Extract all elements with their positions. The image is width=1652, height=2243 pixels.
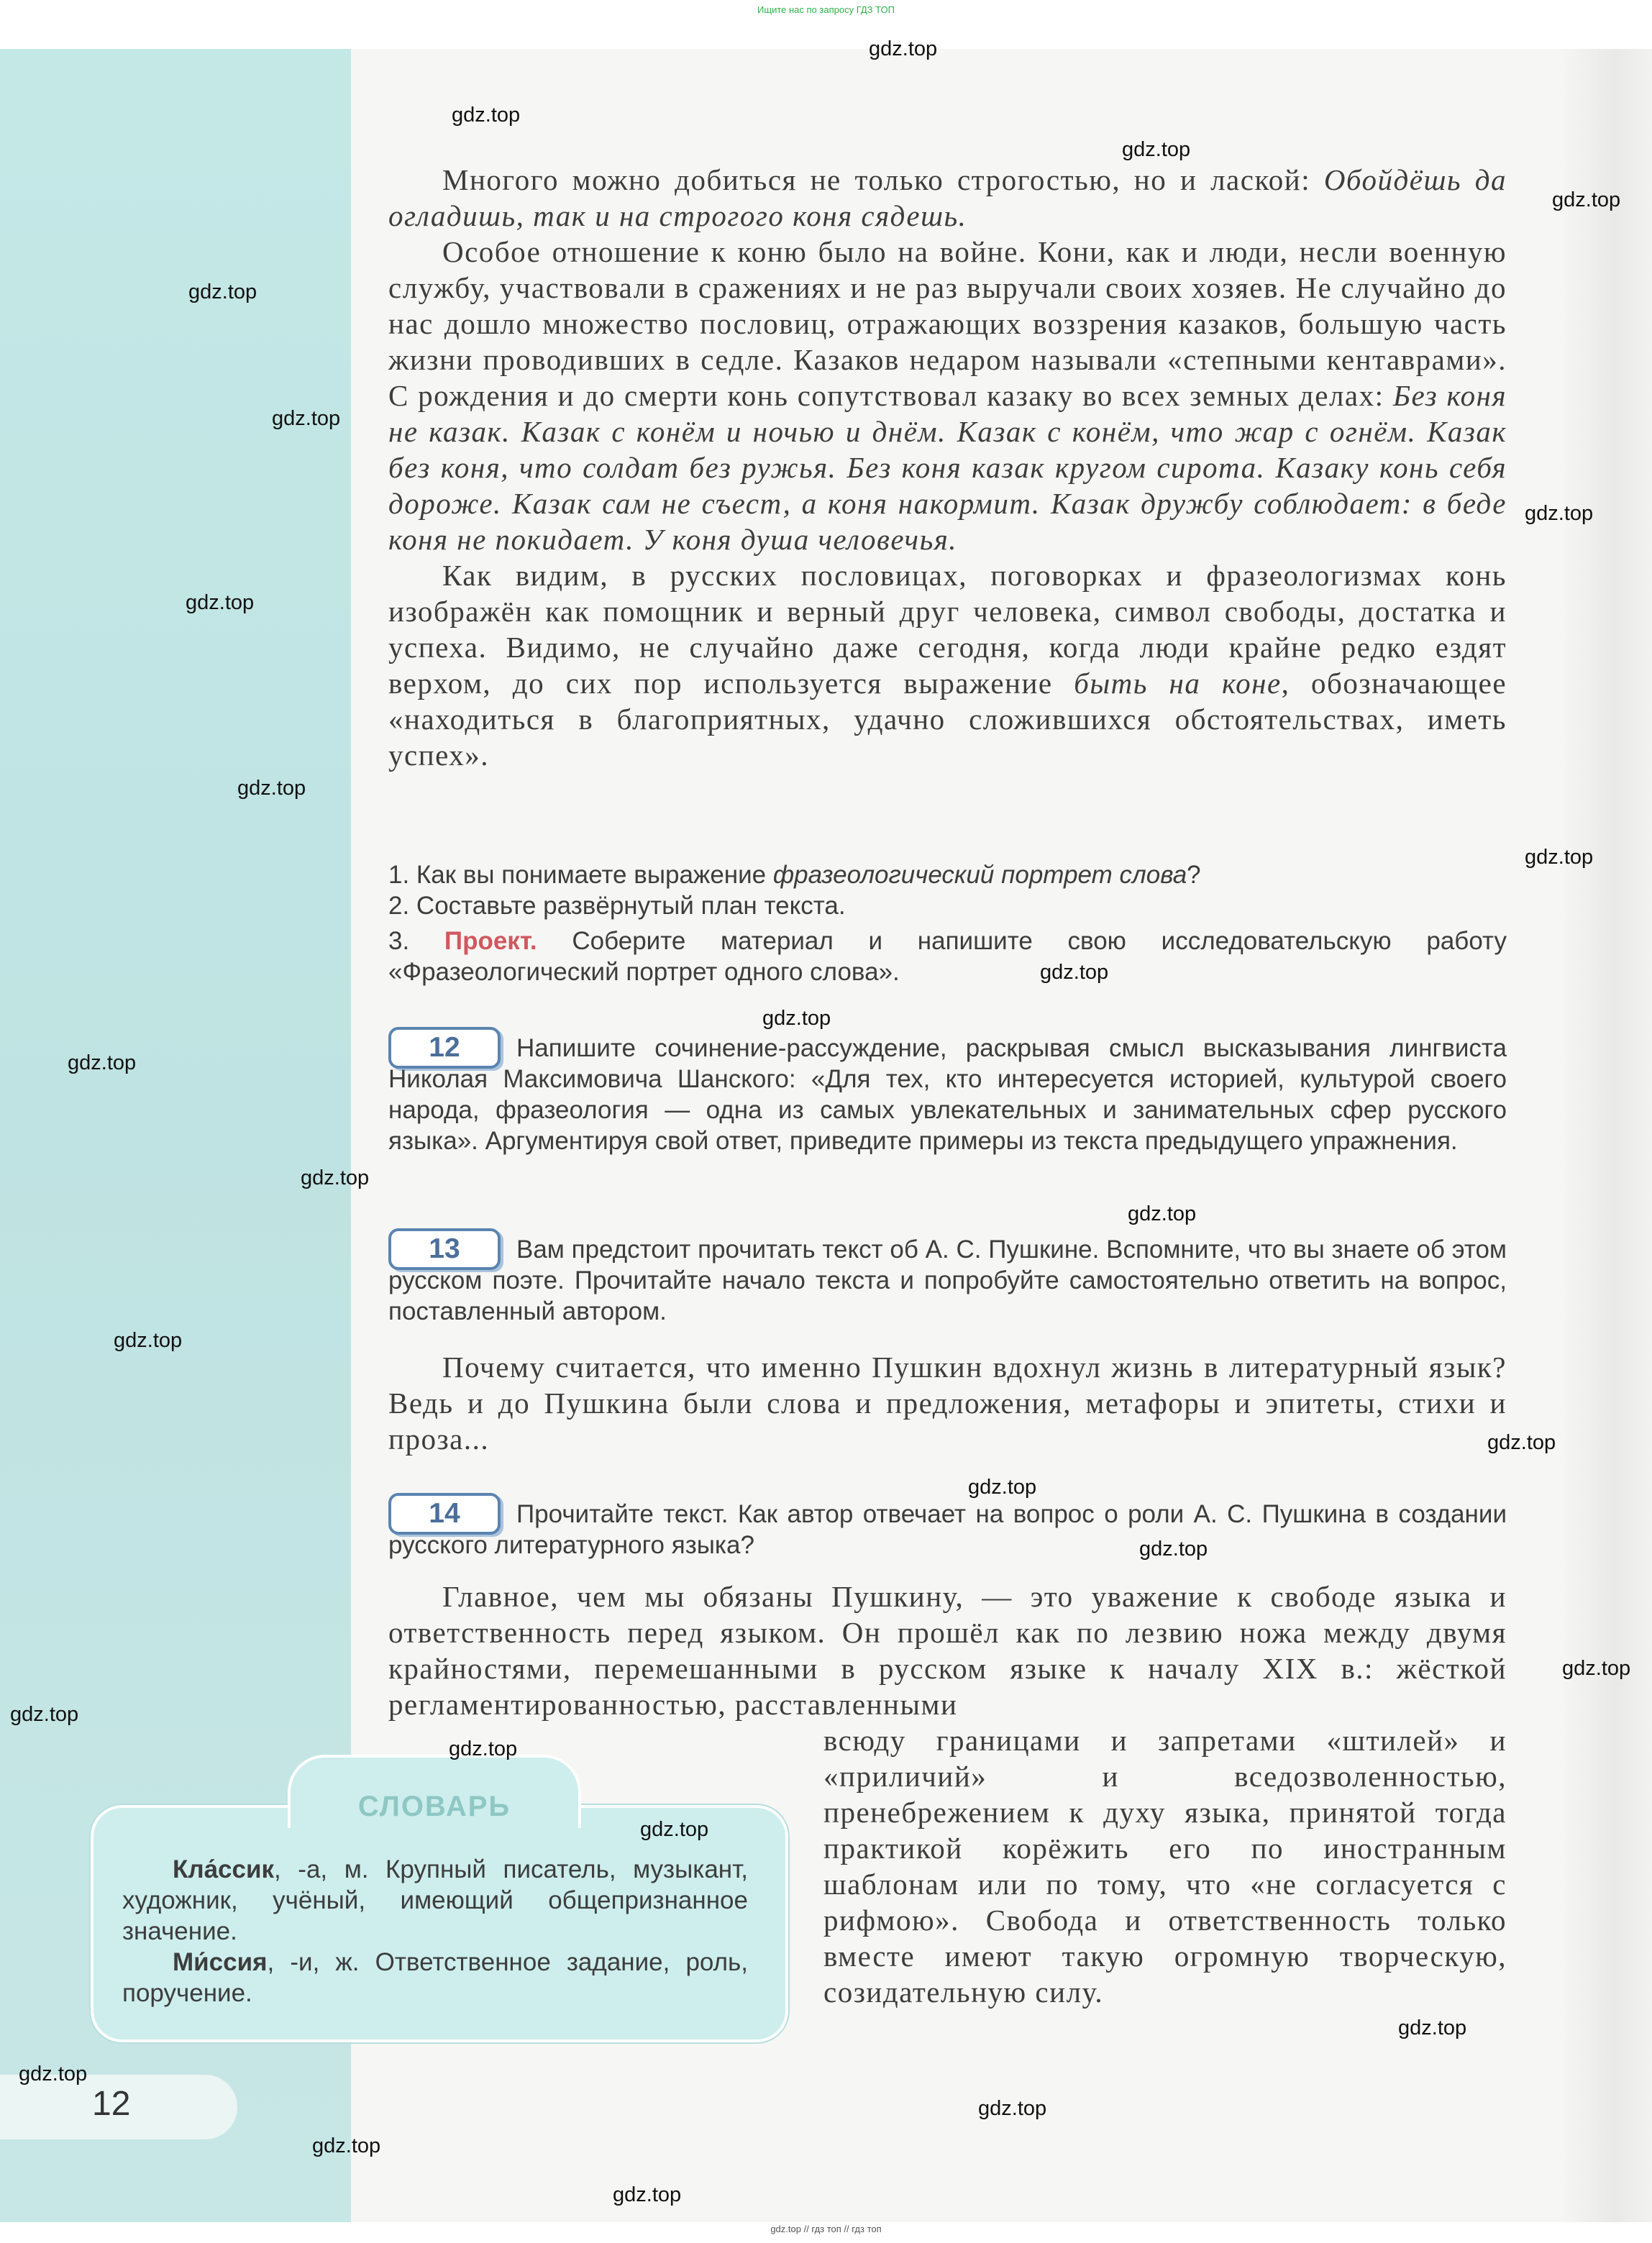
project-label: Проект. bbox=[444, 927, 537, 955]
top-note: Ищите нас по запросу ГДЗ ТОП bbox=[757, 4, 895, 15]
watermark: gdz.top bbox=[1398, 2016, 1467, 2039]
watermark: gdz.top bbox=[869, 37, 938, 60]
watermark: gdz.top bbox=[613, 2183, 682, 2206]
paragraph-3 bbox=[388, 557, 1507, 773]
exercise-14-quote-top bbox=[388, 1579, 1507, 1722]
dictionary-definition-1: , -а, м. Крупный писатель, музыкант, художник, учёный, имеющий общепризнанное значение. bbox=[122, 1855, 748, 1945]
exercise-14-quote-column bbox=[823, 1722, 1507, 2010]
watermark: gdz.top bbox=[1122, 138, 1191, 161]
dictionary-definition-2: , -и, ж. Ответственное задание, роль, поручение. bbox=[122, 1948, 748, 2007]
question-3 bbox=[388, 926, 1507, 987]
question-1-text: 1. Как вы понимаете выражение bbox=[388, 861, 767, 889]
exercise-12-badge: 12 bbox=[388, 1027, 501, 1069]
questions-list bbox=[388, 859, 1507, 987]
watermark: gdz.top bbox=[1487, 1431, 1556, 1454]
watermark: gdz.top bbox=[452, 104, 521, 127]
watermark: gdz.top bbox=[449, 1737, 518, 1760]
exercise-14-badge: 14 bbox=[388, 1493, 501, 1535]
watermark: gdz.top bbox=[19, 2062, 88, 2086]
watermark: gdz.top bbox=[1552, 188, 1621, 211]
watermark: gdz.top bbox=[186, 591, 255, 614]
question-1-end: ? bbox=[1187, 861, 1201, 889]
watermark: gdz.top bbox=[1525, 502, 1594, 525]
paragraph-3-text-b: , обозначающее «находиться в благоприятных, удачно сложившихся обстоятельствах, иметь успех». bbox=[388, 667, 1507, 772]
idiom-byt-na-kone: быть на коне bbox=[1074, 667, 1282, 700]
watermark: gdz.top bbox=[272, 407, 341, 430]
paragraph-1-text: Многого можно добиться не только строгостью, но и лаской: bbox=[442, 163, 1311, 196]
exercise-12-text: Напишите сочинение-рассуждение, раскрывая смысл высказывания лингвиста Николая Максимовича Шанского: «Для тех, кто интересуется историей, культурой своего народа, фразеология — одна из самых увлекательных и занимательных сфер русского языка». Аргументируя свой ответ, приведите примеры из текста предыдущего упражнения. bbox=[388, 1034, 1507, 1155]
question-2: 2. Составьте развёрнутый план текста. bbox=[388, 892, 846, 920]
watermark: gdz.top bbox=[237, 777, 306, 800]
dictionary-title: СЛОВАРЬ bbox=[357, 1791, 511, 1822]
page-edge-shadow bbox=[1561, 49, 1652, 2222]
page-number: 12 bbox=[92, 2085, 131, 2123]
watermark: gdz.top bbox=[1128, 1202, 1197, 1225]
proverbs-cossack: Без коня не казак. Казак с конём и ночью и днём. Казак с конём, что жар с огнём. Казак без коня, что солдат без ружья. Без коня казак кругом сирота. Казаку конь себя дороже. Казак сам не съест, а коня накормит. Казак дружбу соблюдает: в беде коня не покидает. У коня душа человечья. bbox=[388, 379, 1507, 556]
paragraph-2-text: Особое отношение к коню было на войне. Кони, как и люди, несли военную службу, участвовали в сражениях и не раз выручали своих хозяев. Не случайно до нас дошло множество пословиц, отражающих воззрения казаков, большую часть жизни проводивших в седле. Казаков недаром называли «степными кентаврами». С рождения и до смерти конь сопутствовал казаку во всех земных делах: bbox=[388, 235, 1507, 412]
watermark: gdz.top bbox=[1525, 846, 1594, 869]
watermark: gdz.top bbox=[10, 1703, 79, 1726]
exercise-14-text: Прочитайте текст. Как автор отвечает на вопрос о роли А. С. Пушкина в создании русского литературного языка? bbox=[388, 1500, 1507, 1559]
exercise-13-quote-text: Почему считается, что именно Пушкин вдохнул жизнь в литературный язык? Ведь и до Пушкина были слова и предложения, метафоры и эпитеты, стихи и проза... bbox=[388, 1351, 1507, 1456]
dictionary-term-2: Ми́ссия bbox=[173, 1948, 268, 1976]
watermark: gdz.top bbox=[1139, 1538, 1208, 1561]
dictionary-term-1: Кла́ссик bbox=[173, 1855, 275, 1883]
exercise-13-quote bbox=[388, 1349, 1507, 1457]
watermark: gdz.top bbox=[312, 2134, 381, 2157]
question-1 bbox=[388, 859, 1507, 890]
watermark: gdz.top bbox=[762, 1007, 831, 1030]
watermark: gdz.top bbox=[978, 2097, 1047, 2120]
watermark: gdz.top bbox=[1040, 961, 1109, 984]
dictionary-entries bbox=[122, 1854, 748, 2009]
paragraph-3-text-a: Как видим, в русских пословицах, поговорках и фразеологизмах конь изображён как помощник и верный друг человека, символ свободы, достатка и успеха. Видимо, не случайно даже сегодня, когда люди крайне редко ездят верхом, до сих пор используется выражение bbox=[388, 559, 1507, 700]
watermark: gdz.top bbox=[640, 1818, 709, 1841]
exercise-14-quote-column-text: всюду границами и запретами «штилей» и «приличий» и вседозволенностью, пренебрежением к духу языка, принятой тогда практикой корёжить его по иностранным шаблонам или по тому, что «не согласуется с рифмою». Свобода и ответственность только вместе имеют такую огромную творческую, созидательную силу. bbox=[823, 1724, 1507, 2009]
watermark: gdz.top bbox=[114, 1329, 183, 1352]
bottom-note: gdz.top // гдз топ // гдз топ bbox=[770, 2224, 882, 2234]
watermark: gdz.top bbox=[68, 1051, 137, 1074]
question-3-text: Соберите материал и напишите свою исследовательскую работу «Фразеологический портрет одного слова». bbox=[388, 927, 1507, 986]
paragraph-1 bbox=[388, 162, 1507, 234]
dictionary-entry-1 bbox=[122, 1854, 748, 1947]
watermark: gdz.top bbox=[301, 1166, 370, 1189]
exercise-13-text: Вам предстоит прочитать текст об А. С. Пушкине. Вспомните, что вы знаете об этом русском поэте. Прочитайте начало текста и попробуйте самостоятельно ответить на вопрос, поставленный автором. bbox=[388, 1235, 1507, 1325]
watermark: gdz.top bbox=[968, 1476, 1037, 1499]
dictionary-entry-2 bbox=[122, 1947, 748, 2009]
question-1-italic: фразеологический портрет слова bbox=[772, 861, 1187, 889]
watermark: gdz.top bbox=[188, 280, 257, 303]
text-block-horse bbox=[388, 162, 1507, 773]
exercise-14-quote-top-text: Главное, чем мы обязаны Пушкину, — это уважение к свободе языка и ответственность перед языком. Он прошёл как по лезвию ножа между двумя крайностями, перемешанными в русском языке к началу XIX в.: жёсткой регламентированностью, расставленными bbox=[388, 1580, 1507, 1721]
watermark: gdz.top bbox=[1562, 1657, 1631, 1680]
paragraph-2 bbox=[388, 234, 1507, 557]
proverb-1: Обойдёшь да огладишь, так и на строгого коня сядешь. bbox=[388, 163, 1507, 232]
question-3-number: 3. bbox=[388, 927, 410, 955]
exercise-13-badge: 13 bbox=[388, 1228, 501, 1270]
